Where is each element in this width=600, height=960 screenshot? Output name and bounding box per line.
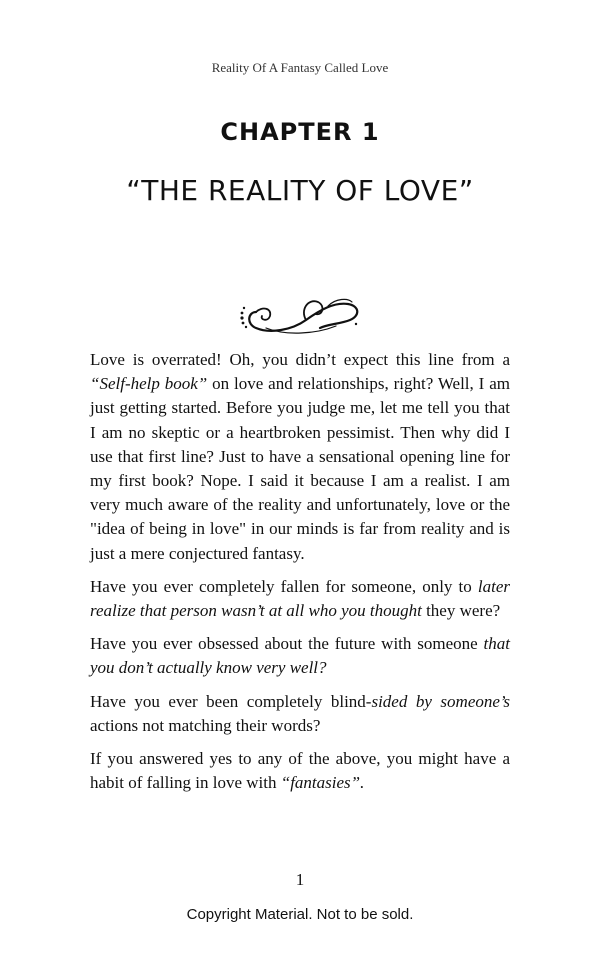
paragraph bbox=[90, 690, 510, 738]
copyright-footer: Copyright Material. Not to be sold. bbox=[186, 906, 414, 923]
page-number: 1 bbox=[295, 870, 305, 889]
italic-run: sided by someone’s bbox=[371, 691, 510, 711]
italic-run: later realize that person wasn’t at all who you thought bbox=[90, 576, 510, 621]
text-run: Have you ever obsessed about the future with someone bbox=[90, 634, 484, 654]
paragraph bbox=[90, 575, 510, 623]
paragraph bbox=[90, 632, 510, 680]
paragraph bbox=[90, 747, 510, 795]
text-run: they were? bbox=[421, 601, 501, 621]
chapter-number: CHAPTER 1 bbox=[220, 118, 380, 146]
running-header: Reality Of A Fantasy Called Love bbox=[211, 60, 389, 75]
text-run: Have you ever completely fallen for someone, only to bbox=[90, 576, 478, 596]
italic-run: “fantasies”. bbox=[280, 773, 365, 793]
body-text bbox=[90, 348, 510, 804]
text-run: Love is overrated! Oh, you didn’t expect this line from a bbox=[90, 350, 510, 369]
text-run: Have you ever been completely blind- bbox=[90, 691, 372, 711]
chapter-title: “THE REALITY OF LOVE” bbox=[126, 174, 474, 207]
flourish-ornament-icon bbox=[236, 290, 364, 338]
text-run: on love and relationships, right? Well, I am just getting started. Before you judge me, let me tell you that I am no skeptic or a heartbroken pessimist. Then why did I use that first line? Just to have a sensational opening line for my first book? Nope. I said it because I am a realist. I am very much aware of the reality and unfortunately, love or the "idea of being in love" in our minds is far from reality and is just a mere conjectured fantasy. bbox=[90, 374, 510, 563]
text-run: actions not matching their words? bbox=[90, 715, 321, 735]
text-run: If you answered yes to any of the above, you might have a habit of falling in love with bbox=[90, 749, 510, 793]
italic-run: “Self-help book” bbox=[90, 374, 208, 394]
paragraph bbox=[90, 348, 510, 566]
italic-run: that you don’t actually know very well? bbox=[90, 634, 510, 678]
